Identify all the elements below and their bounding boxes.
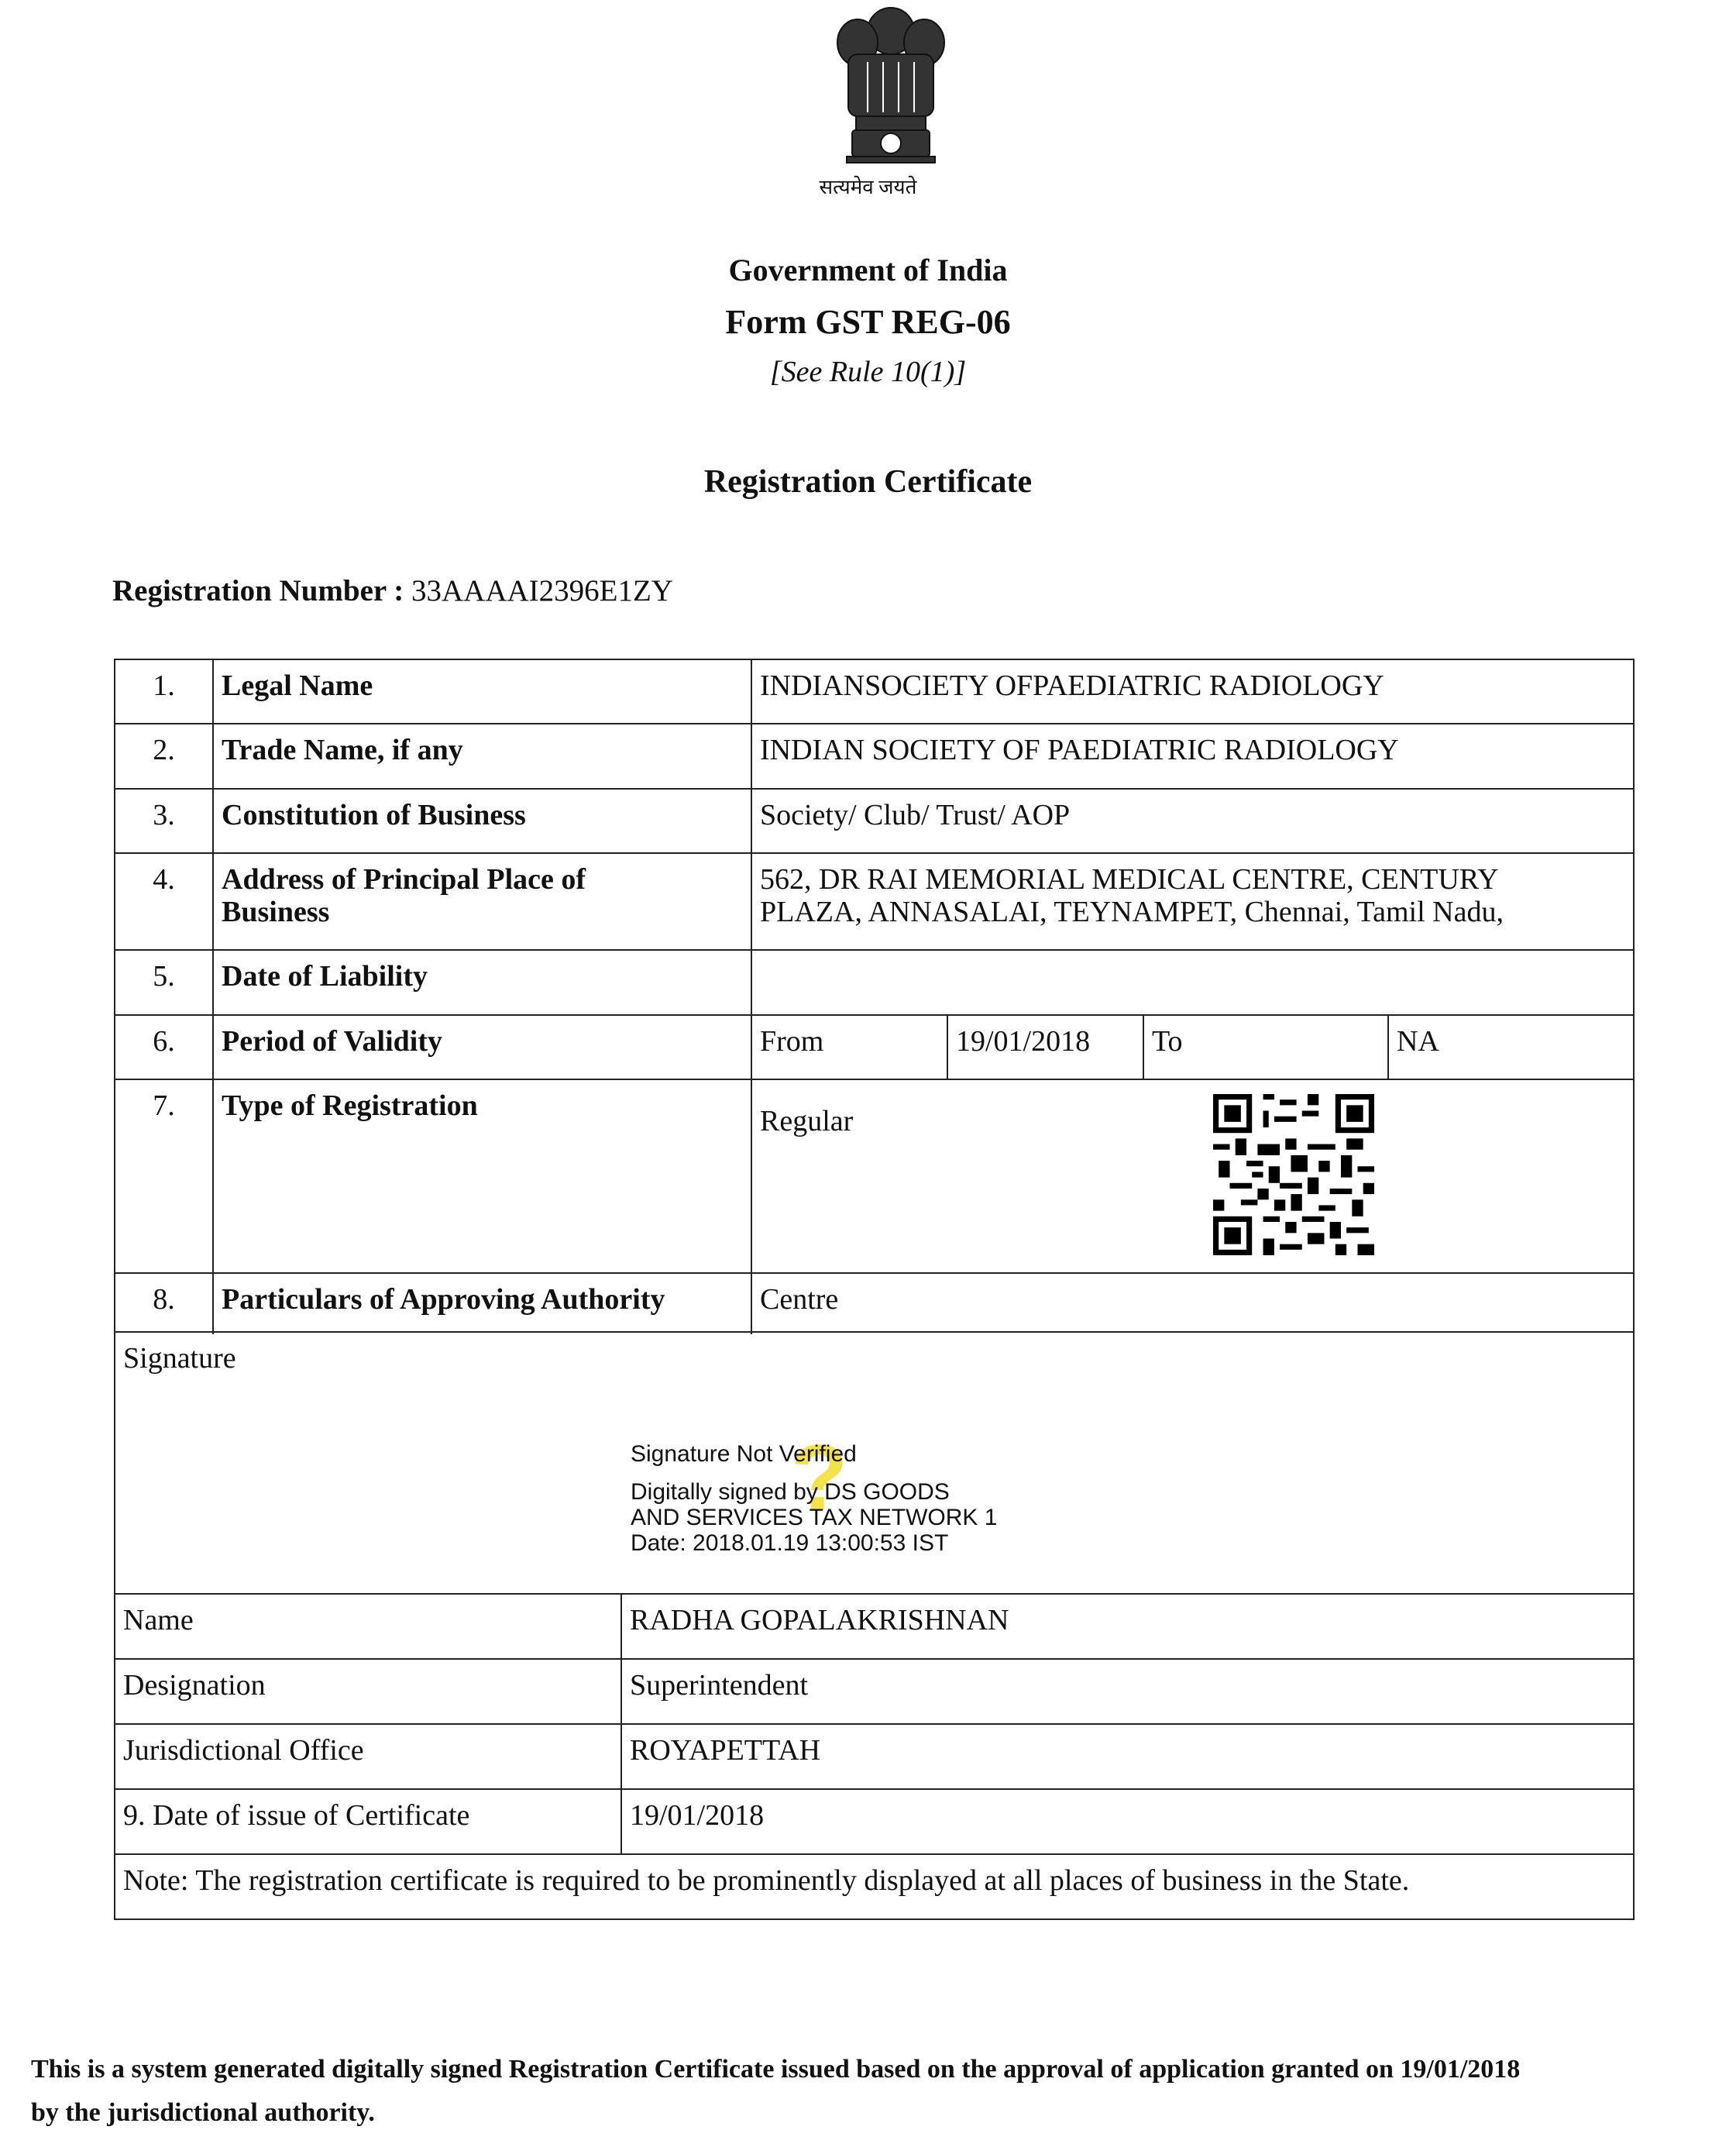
row-number: 6. bbox=[115, 1016, 214, 1079]
digital-signature-block bbox=[631, 1441, 997, 1556]
table-row bbox=[115, 1274, 1633, 1334]
issue-date-value: 19/01/2018 bbox=[630, 1799, 765, 1832]
emblem-motto: सत्यमेव जयते bbox=[819, 176, 917, 198]
address-label-line2: Business bbox=[222, 896, 330, 928]
officer-name-label: Name bbox=[115, 1595, 622, 1658]
national-emblem-icon bbox=[810, 0, 972, 201]
system-generated-footer bbox=[31, 2048, 1712, 2135]
validity-to-value: NA bbox=[1397, 1025, 1439, 1058]
registration-details-table bbox=[114, 659, 1635, 1333]
trade-name-value: INDIAN SOCIETY OF PAEDIATRIC RADIOLOGY bbox=[760, 734, 1399, 766]
signature-line-2: AND SERVICES TAX NETWORK 1 bbox=[631, 1505, 998, 1530]
row-label: Period of Validity bbox=[214, 1016, 752, 1079]
signature-unverified-mark: ? bbox=[791, 1426, 848, 1530]
registration-number-value: 33AAAAI2396E1ZY bbox=[411, 574, 673, 607]
row-number: 3. bbox=[115, 790, 214, 852]
designation-label: Designation bbox=[115, 1660, 622, 1723]
address-label-line1: Address of Principal Place of bbox=[222, 863, 586, 896]
footer-line-2: by the jurisdictional authority. bbox=[31, 2098, 375, 2127]
qr-code-icon bbox=[1213, 1094, 1374, 1255]
table-row bbox=[115, 724, 1633, 790]
jurisdictional-office-label: Jurisdictional Office bbox=[115, 1725, 622, 1788]
table-row bbox=[115, 790, 1633, 854]
footer-line-1: This is a system generated digitally signed Registration Certificate issued based on the approval of application granted on 19/01/2018 bbox=[31, 2055, 1521, 2084]
row-label: Particulars of Approving Authority bbox=[214, 1274, 752, 1334]
row-number: 8. bbox=[115, 1274, 214, 1334]
certificate-title: Registration Certificate bbox=[703, 464, 1033, 500]
registration-type-cell bbox=[752, 1080, 1633, 1272]
date-of-liability-value bbox=[752, 951, 1633, 1014]
signature-status: Signature Not Verified bbox=[631, 1441, 857, 1467]
row-number: 5. bbox=[115, 951, 214, 1014]
table-row bbox=[115, 1016, 1633, 1080]
jurisdictional-office-value: ROYAPETTAH bbox=[630, 1734, 821, 1767]
signature-table bbox=[114, 1331, 1635, 1920]
signature-label: Signature bbox=[123, 1342, 236, 1375]
row-label: Legal Name bbox=[214, 660, 752, 723]
signature-row bbox=[115, 1333, 1633, 1595]
row-label: Type of Registration bbox=[214, 1080, 752, 1272]
table-row bbox=[115, 660, 1633, 724]
validity-from-value: 19/01/2018 bbox=[948, 1016, 1144, 1079]
address-value-line1: 562, DR RAI MEMORIAL MEDICAL CENTRE, CENTURY bbox=[760, 863, 1499, 896]
display-note: Note: The registration certificate is required to be prominently displayed at all places of business in the State. bbox=[123, 1864, 1410, 1897]
rule-reference: [See Rule 10(1)] bbox=[769, 356, 967, 388]
validity-from-label: From bbox=[752, 1016, 948, 1079]
row-number: 2. bbox=[115, 724, 214, 788]
signature-line-3: Date: 2018.01.19 13:00:53 IST bbox=[631, 1530, 949, 1556]
approving-authority-value: Centre bbox=[760, 1283, 839, 1316]
issue-date-label: 9. Date of issue of Certificate bbox=[115, 1790, 622, 1853]
validity-to-label: To bbox=[1144, 1016, 1389, 1079]
table-row bbox=[115, 1080, 1633, 1274]
table-row bbox=[115, 1595, 1633, 1660]
constitution-value: Society/ Club/ Trust/ AOP bbox=[760, 799, 1071, 831]
table-row bbox=[115, 1725, 1633, 1790]
row-label: Constitution of Business bbox=[214, 790, 752, 852]
row-number: 4. bbox=[115, 854, 214, 949]
address-value-line2: PLAZA, ANNASALAI, TEYNAMPET, Chennai, Tamil Nadu, bbox=[760, 896, 1504, 928]
note-row bbox=[115, 1855, 1633, 1920]
table-row bbox=[115, 1790, 1633, 1855]
row-number: 7. bbox=[115, 1080, 214, 1272]
registration-number-label: Registration Number : bbox=[112, 574, 404, 607]
registration-number bbox=[112, 573, 673, 608]
officer-name-value: RADHA GOPALAKRISHNAN bbox=[630, 1604, 1009, 1636]
table-row bbox=[115, 951, 1633, 1016]
government-heading: Government of India bbox=[728, 253, 1008, 287]
registration-type-value: Regular bbox=[760, 1105, 854, 1137]
address-value bbox=[752, 854, 1633, 949]
row-label bbox=[214, 854, 752, 949]
row-label: Date of Liability bbox=[214, 951, 752, 1014]
table-row bbox=[115, 1660, 1633, 1725]
row-label: Trade Name, if any bbox=[214, 724, 752, 788]
legal-name-value: INDIANSOCIETY OFPAEDIATRIC RADIOLOGY bbox=[760, 669, 1384, 702]
signature-line-1: Digitally signed by DS GOODS bbox=[631, 1479, 950, 1505]
row-number: 1. bbox=[115, 660, 214, 723]
form-title: Form GST REG-06 bbox=[725, 303, 1011, 341]
designation-value: Superintendent bbox=[630, 1669, 809, 1702]
table-row bbox=[115, 854, 1633, 951]
